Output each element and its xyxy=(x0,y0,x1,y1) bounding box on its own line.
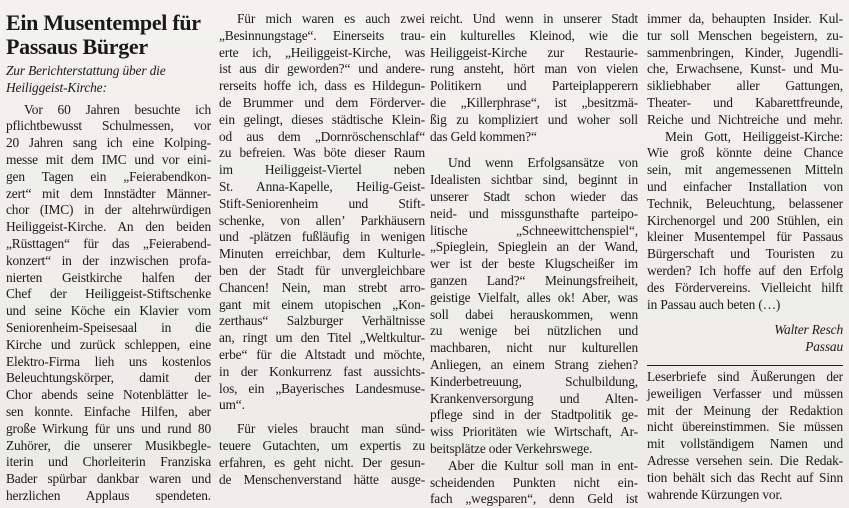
kicker-line-2: Heiliggeist-Kirche: xyxy=(6,79,107,95)
body-line: sen konnte. Einfache Hilfen, aber xyxy=(6,403,211,419)
body-line: Chancen! Nein, man strebt arro- xyxy=(219,279,425,295)
body-line: ßig zu kompliziert und woher soll xyxy=(430,111,638,127)
column-1 xyxy=(6,0,211,505)
body-line: rung ansteht, hört man von vielen xyxy=(430,61,638,77)
body-line: gen Tagen ein „Feierabendkon- xyxy=(6,168,211,184)
body-line: reicht. Und wenn in unserer Stadt xyxy=(430,11,638,26)
body-line: Beleuchtungskörper, damit der xyxy=(6,370,211,386)
body-line: Für mich waren es auch zwei xyxy=(237,11,425,26)
body-line: beitsplätze oder Verkehrswege. xyxy=(430,440,593,456)
body-line: Chef der Heiliggeist-Stiftschenke xyxy=(6,286,211,302)
body-line: ist aus dir geworden?“ und andere- xyxy=(219,61,425,77)
body-line: die „Killerphrase“, ist „besitzmä- xyxy=(430,94,638,110)
body-line: de Menschenverstand hätte ausge- xyxy=(219,471,425,487)
body-line: 20 Jahren sang ich eine Kolping- xyxy=(6,135,211,151)
body-line: de Brummer und dem Förderver- xyxy=(219,94,425,110)
body-line: messe mit dem IMC und vor eini- xyxy=(6,151,211,167)
body-line: Seniorenheim-Speisesaal in die xyxy=(6,319,211,335)
body-line: ein gelingt, dieses städtische Klein- xyxy=(219,111,425,127)
body-line: iterin und Chorleiterin Franziska xyxy=(6,454,211,470)
disclaimer-line: nicht übereinstimmen. Sie müssen xyxy=(647,419,843,435)
body-line: pflichtbewusst Schulmessen, vor xyxy=(6,118,211,134)
section-divider xyxy=(647,365,843,366)
disclaimer-line: Leserbriefe sind Äußerungen der xyxy=(647,368,843,384)
body-line: Heiliggeist-Kirche. An den beiden xyxy=(6,219,211,235)
body-line: Kirchenorgel und 200 Stühlen, ein xyxy=(647,212,843,228)
kicker-line-1: Zur Berichterstattung über die xyxy=(6,63,166,78)
body-line: sikliebhaber aller Gattungen, xyxy=(647,78,843,94)
body-line: che, Erwachsene, Kunst- und Mu- xyxy=(647,61,843,77)
body-line: „Spieglein, Spieglein an der Wand, xyxy=(430,239,638,255)
body-line: in der Konkurrenz fast aussichts- xyxy=(219,363,425,379)
body-line: das Geld kommen?“ xyxy=(430,128,537,144)
headline-line-1: Ein Musentempel für xyxy=(6,10,201,35)
body-line: nierten Geistkirche halfen der xyxy=(6,269,211,285)
body-line: in Passau auch beten (…) xyxy=(647,296,781,312)
signature-name: Walter Resch xyxy=(774,322,843,338)
body-line: Heiliggeist-Kirche zur Restaurie- xyxy=(430,44,638,60)
signature-city: Passau xyxy=(805,339,843,355)
body-line: und einfacher Installation von xyxy=(647,178,843,194)
body-line: schenke, von allen’ Parkhäusern xyxy=(219,212,425,228)
body-line: tur soll Menschen begeistern, zu- xyxy=(647,27,843,43)
body-line: ein kulturelles Kleinod, wie die xyxy=(430,27,638,43)
body-line: Krankenversorgung und Alten- xyxy=(430,390,638,406)
body-line: um“. xyxy=(219,397,245,413)
body-line: ganzen Land?“ Meinungsfreiheit, xyxy=(430,272,638,288)
body-line: Kirche und zurück schleppen, eine xyxy=(6,336,211,352)
body-line: „Besinnungstage“. Einerseits trau- xyxy=(219,27,425,43)
disclaimer-line: Adresse versehen sein. Die Redak- xyxy=(647,452,843,468)
body-line: und seine Köche ein Klavier vom xyxy=(6,303,211,319)
body-line: im Heiliggeist-Viertel neben xyxy=(219,162,425,178)
disclaimer-line: wahrende Kürzungen vor. xyxy=(647,486,783,502)
body-line: chor (IMC) in der altehrwürdigen xyxy=(6,202,211,218)
body-line: Minuten erreichbar, dem Kulturle- xyxy=(219,246,425,262)
body-line: „Rüsttagen“ für das „Feierabend- xyxy=(6,235,211,251)
column-3 xyxy=(430,0,638,508)
body-line: erbe“ für die Altstadt und möchte, xyxy=(219,346,425,362)
body-line: fach „wegsparen“, denn Geld ist xyxy=(430,491,638,507)
body-line: Technik, Beleuchtung, belassener xyxy=(647,195,843,211)
body-line: Und wenn Erfolgsansätze von xyxy=(448,155,638,171)
body-line: ben der Stadt für unvergleichbare xyxy=(219,262,425,278)
disclaimer-line: tion behält sich das Recht auf Sinn xyxy=(647,469,843,485)
body-line: immer da, behaupten Insider. Kul- xyxy=(647,11,843,26)
body-line: geistige Vielfalt, alles ok! Aber, was xyxy=(430,289,638,305)
body-line: soll dabei herauskommen, wenn xyxy=(430,306,638,322)
body-line: erte ich, „Heiliggeist-Kirche, was xyxy=(219,44,425,60)
body-line: und -plätzen fußläufig in wenigen xyxy=(219,229,425,245)
body-line: Idealisten sichtbar sind, beginnt in xyxy=(430,172,638,188)
disclaimer-line: mit vollständigem Namen und xyxy=(647,436,843,452)
body-line: gant mit einem utopischen „Kon- xyxy=(219,296,425,312)
body-line: Bader spürbar dankbar waren und xyxy=(6,471,211,487)
body-line: Reiche und Nichtreiche und mehr. xyxy=(647,111,843,127)
body-line: werden? Ich hoffe auf den Erfolg xyxy=(647,262,843,278)
column-4 xyxy=(647,0,843,503)
body-line: Zuhörer, die unserer Musikbegle- xyxy=(6,437,211,453)
body-line: teuere Gutachten, um expertis zu xyxy=(219,437,425,453)
body-line: wiss Prioritäten wie Wirtschaft, Ar- xyxy=(430,424,638,440)
body-line: sein, mit angemessenen Mitteln xyxy=(647,162,843,178)
body-line: an, ringt um den Titel „Weltkultur- xyxy=(219,330,425,346)
body-line: Anliegen, an einem Strang ziehen? xyxy=(430,356,638,372)
body-line: Kinderbetreuung, Schulbildung, xyxy=(430,373,638,389)
body-line: scheidenden Punkten nicht ein- xyxy=(430,474,638,490)
body-line: machbaren, nicht nur kulturellen xyxy=(430,340,638,356)
body-line: Bürgerschaft und Touristen zu xyxy=(647,246,843,262)
body-line: litische „Schneewittchenspiel“, xyxy=(430,222,638,238)
body-line: Für vieles braucht man sünd- xyxy=(237,421,425,437)
body-line: erfahren, es geht nicht. Der gesun- xyxy=(219,454,425,470)
body-line: zert“ mit dem Innstädter Männer- xyxy=(6,185,211,201)
body-line: große Wirkung für uns und rund 80 xyxy=(6,420,211,436)
body-line: zu wenige bei nützlichen und xyxy=(430,323,638,339)
body-line: konzert“ in der inzwischen profa- xyxy=(6,252,211,268)
body-line: od aus dem „Dornröschenschlaf“ xyxy=(219,128,425,144)
body-line: rerseits hoffe ich, dass es Hildegun- xyxy=(219,78,425,94)
body-line: unserer Stadt schon wieder das xyxy=(430,188,638,204)
body-line: kleiner Musentempel für Passaus xyxy=(647,229,843,245)
body-line: herzlichen Applaus spendeten. xyxy=(6,487,211,503)
body-line: Aber die Kultur soll man in ent- xyxy=(448,457,638,473)
body-line: St. Anna-Kapelle, Heilig-Geist- xyxy=(219,178,425,194)
body-line: Stift-Seniorenheim und Stift- xyxy=(219,195,425,211)
body-line: zu befreien. Was böte dieser Raum xyxy=(219,145,425,161)
headline-line-2: Passaus Bürger xyxy=(6,34,148,59)
body-line: wer ist der beste Klugscheißer im xyxy=(430,256,638,272)
body-line: Elektro-Firma lieh uns kostenlos xyxy=(6,353,211,369)
body-line: des Fördervereins. Vielleicht hilft xyxy=(647,279,843,295)
body-line: Chor abends seine Notenblätter le- xyxy=(6,387,211,403)
body-line: Politikern und Parteiplapperern xyxy=(430,78,638,94)
disclaimer-line: jeweiligen Verfasser und müssen xyxy=(647,385,843,401)
column-2 xyxy=(219,0,425,488)
body-line: zerthaus“ Salzburger Verhältnisse xyxy=(219,313,425,329)
body-line: Theater- und Kabarettfreunde, xyxy=(647,94,843,110)
body-line: Vor 60 Jahren besuchte ich xyxy=(24,101,211,117)
body-line: Wie groß könnte deine Chance xyxy=(647,145,843,161)
body-line: neid- und missgunsthafte parteipo- xyxy=(430,205,638,221)
body-line: Mein Gott, Heiliggeist-Kirche: xyxy=(665,128,843,144)
disclaimer-line: mit der Meinung der Redaktion xyxy=(647,402,843,418)
body-line: pflege sind in der Stadtpolitik ge- xyxy=(430,407,638,423)
body-line: los, ein „Bayerisches Landesmuse- xyxy=(219,380,425,396)
body-line: sammenbringen, Kinder, Jugendli- xyxy=(647,44,843,60)
